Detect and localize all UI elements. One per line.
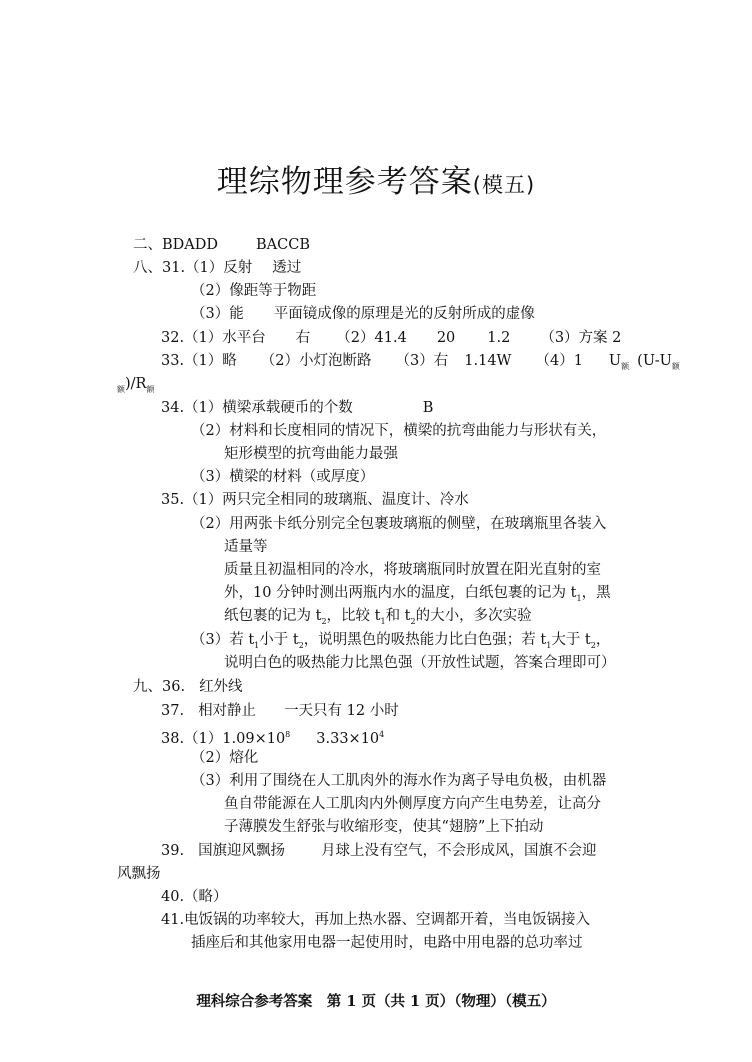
answer-text: 37. (161, 703, 185, 719)
answer-text: 电饭锅的功率较大，再加上热水器、空调都开着，当电饭锅接入 (184, 912, 591, 928)
answer-line (161, 352, 680, 376)
subscript: 额 (117, 384, 125, 394)
answer-line (161, 329, 621, 347)
answer-text: 和 t (385, 608, 411, 624)
answer-line (161, 888, 228, 906)
answer-line (224, 818, 543, 836)
subscript: 2 (321, 616, 327, 626)
subscript: 2 (410, 616, 416, 626)
answer-text: （3）方案 2 (540, 330, 622, 346)
answer-line (224, 538, 268, 556)
answer-line (191, 422, 606, 440)
title-suffix: (模五) (472, 173, 536, 197)
answer-text: B (422, 400, 434, 416)
subscript: 1 (380, 616, 386, 626)
answer-text: （2）材料和长度相同的情况下，横梁的抗弯曲能力与形状有关， (191, 423, 607, 439)
answer-text: 二、BDADD (133, 237, 219, 253)
answer-text: 1.2 (487, 330, 511, 346)
answer-text: 34.（1）横梁承载硬币的个数 (161, 400, 353, 416)
subscript: 额 (146, 384, 155, 394)
answer-text: 38.（1）1.09×10 (161, 730, 286, 747)
answer-text: （3）能 (191, 306, 244, 322)
answer-text: 1.14W (464, 353, 512, 369)
subscript: 1 (546, 640, 552, 650)
subscript: 1 (576, 593, 582, 603)
answer-text: 小于 t (259, 632, 299, 648)
answer-text: 透过 (272, 260, 302, 276)
answer-text: 适量等 (224, 539, 268, 555)
answer-text: ，比较 t (326, 608, 381, 624)
answer-text: （2）像距等于物距 (191, 283, 317, 299)
answer-line (161, 491, 469, 509)
answer-line (133, 678, 243, 696)
answer-text: （2）41.4 (336, 330, 407, 346)
answer-text: （2）熔化 (191, 750, 259, 766)
superscript: 4 (379, 730, 385, 739)
answer-text: 国旗迎风飘扬 (198, 843, 286, 859)
answer-line (224, 607, 532, 631)
subscript: 2 (590, 640, 596, 650)
answer-line (161, 702, 399, 720)
answer-text: 32.（1）水平台 (161, 330, 266, 346)
answer-text: 说明白色的吸热能力比黑色强（开放性试题，答案合理即可） (224, 655, 616, 671)
answer-line (191, 631, 610, 655)
subscript: 1 (254, 640, 260, 650)
answer-text: 矩形模型的抗弯曲能力最强 (224, 446, 398, 462)
subscript: 额 (671, 361, 680, 371)
answer-line (133, 236, 310, 254)
answer-line (224, 561, 601, 579)
answer-line (117, 375, 154, 399)
answer-text: （3）横梁的材料（或厚度） (191, 469, 375, 485)
answer-text: （2）用两张卡纸分别完全包裹玻璃瓶的侧壁，在玻璃瓶里各装入 (191, 516, 607, 532)
answer-text: 39. (161, 843, 185, 859)
answer-text: )/R (125, 376, 147, 392)
answer-text: （4）1 (535, 353, 583, 369)
answer-line (191, 749, 258, 767)
answer-text: 41. (161, 912, 185, 928)
answer-text: 月球上没有空气，不会形成风，国旗不会迎 (321, 843, 597, 859)
answer-text: 的大小，多次实验 (415, 608, 532, 624)
answer-text: 20 (436, 330, 456, 346)
page-title (0, 156, 752, 201)
answer-text: ， (595, 632, 611, 648)
answer-text: 纸包裹的记为 t (224, 608, 322, 624)
answer-line (224, 445, 398, 463)
answer-text: 风飘扬 (117, 866, 161, 882)
answer-text: (U-U (637, 353, 672, 369)
answer-line (133, 259, 301, 277)
answer-text: ，黑 (581, 585, 611, 601)
answer-text: 红外线 (199, 679, 243, 695)
answer-text: 一天只有 12 小时 (284, 703, 399, 719)
answer-text: 插座后和其他家用电器一起使用时，电路中用电器的总功率过 (191, 935, 583, 951)
answer-text: 八、31.（1）反射 (133, 260, 253, 276)
superscript: 8 (285, 730, 291, 739)
answer-line (224, 584, 611, 608)
answer-text: 3.33×10 (316, 730, 380, 747)
subscript: 额 (621, 361, 630, 371)
answer-text: ，说明黑色的吸热能力比白色强；若 t (303, 632, 547, 648)
answer-line (161, 399, 433, 417)
answer-text: 右 (295, 330, 311, 346)
answer-text: （3）若 t (191, 632, 255, 648)
answer-text: 33.（1）略 (161, 353, 237, 369)
answer-line (191, 934, 583, 952)
answer-text: 平面镜成像的原理是光的反射所成的虚像 (273, 306, 535, 322)
answer-line (161, 726, 384, 748)
answer-text: 九、36. (133, 679, 186, 695)
answer-line (224, 654, 616, 672)
answer-line (161, 842, 597, 860)
answer-text: 外，10 分钟时测出两瓶内水的温度，白纸包裹的记为 t (224, 585, 577, 601)
answer-text: BACCB (256, 237, 310, 253)
subscript: 2 (298, 640, 304, 650)
answer-line (191, 515, 606, 533)
answer-line (191, 468, 374, 486)
answer-text: 质量且初温相同的冷水，将玻璃瓶同时放置在阳光直射的室 (224, 562, 601, 578)
answer-line (224, 795, 601, 813)
answer-text: 鱼自带能源在人工肌肉内外侧厚度方向产生电势差，让高分 (224, 796, 601, 812)
answer-text: 子薄膜发生舒张与收缩形变，使其“翅膀”上下拍动 (224, 819, 544, 835)
answer-text: 相对静止 (198, 703, 257, 719)
page-footer: 理科综合参考答案 第 1 页（共 1 页）（物理）（模五） (196, 993, 556, 1010)
answer-text: （3）右 (395, 353, 449, 369)
answer-line (117, 865, 161, 883)
answer-text: 大于 t (551, 632, 591, 648)
answer-text: （2）小灯泡断路 (260, 353, 372, 369)
title-main: 理综物理参考答案 (216, 164, 473, 200)
answer-line (161, 911, 590, 929)
answer-text: （3）利用了围绕在人工肌肉外的海水作为离子导电负极，由机器 (191, 773, 607, 789)
answer-line (191, 772, 606, 790)
answer-line (191, 305, 535, 323)
answer-line (191, 282, 316, 300)
answer-text: 40.（略） (161, 889, 228, 905)
answer-text: 35.（1）两只完全相同的玻璃瓶、温度计、冷水 (161, 492, 469, 508)
answer-text: U (608, 353, 622, 369)
